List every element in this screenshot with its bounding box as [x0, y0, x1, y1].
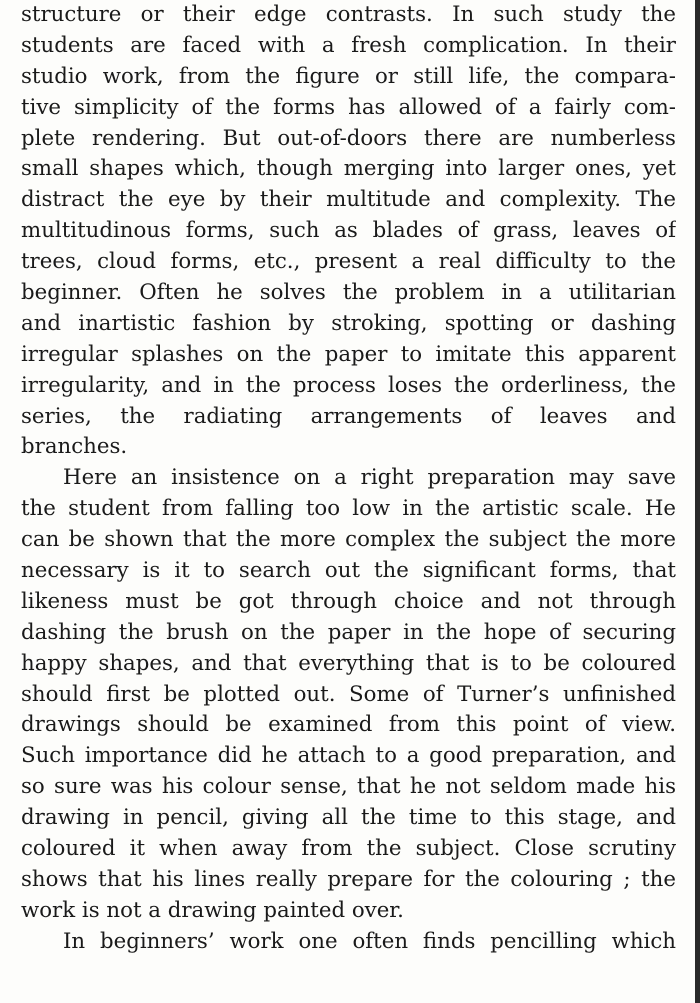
text-line: distract the eye by their multitude and complexity. The: [21, 187, 676, 213]
text-line: In beginners’ work one often finds pencilling which: [63, 928, 676, 954]
text-line: can be shown that the more complex the subject the more: [21, 527, 676, 553]
text-line: should first be plotted out. Some of Turner’s unfinished: [21, 681, 676, 707]
text-line: irregular splashes on the paper to imitate this apparent: [21, 341, 676, 367]
text-line: drawings should be examined from this point of view.: [21, 712, 676, 738]
text-line: irregularity, and in the process loses the orderliness, the: [21, 372, 676, 398]
text-line: series, the radiating arrangements of leaves and: [21, 403, 676, 429]
text-line: beginner. Often he solves the problem in a utilitarian: [21, 280, 676, 306]
text-line: students are faced with a fresh complication. In their: [21, 32, 676, 58]
text-line: necessary is it to search out the significant forms, that: [21, 558, 676, 584]
text-line: Here an insistence on a right preparation may save: [63, 465, 676, 491]
text-line: multitudinous forms, such as blades of grass, leaves of: [21, 218, 676, 244]
body-text: [21, 0, 676, 958]
text-line: Such importance did he attach to a good preparation, and: [21, 743, 676, 769]
text-line: drawing in pencil, giving all the time to this stage, and: [21, 805, 676, 831]
text-line: structure or their edge contrasts. In such study the: [21, 2, 676, 27]
text-line: happy shapes, and that everything that is to be coloured: [21, 650, 676, 676]
text-line: and inartistic fashion by stroking, spotting or dashing: [21, 310, 676, 336]
text-line: trees, cloud forms, etc., present a real difficulty to the: [21, 249, 676, 275]
text-line: likeness must be got through choice and not through: [21, 588, 676, 614]
text-line: plete rendering. But out-of-doors there are numberless: [21, 125, 676, 151]
text-line: studio work, from the figure or still life, the compara-: [21, 63, 676, 89]
text-line: tive simplicity of the forms has allowed of a fairly com-: [21, 94, 676, 120]
text-line: so sure was his colour sense, that he not seldom made his: [21, 774, 676, 800]
text-line: shows that his lines really prepare for the colouring ; the: [21, 866, 676, 892]
text-line: coloured it when away from the subject. Close scrutiny: [21, 836, 676, 862]
page-edge-shadow: [695, 0, 700, 1003]
text-line: work is not a drawing painted over.: [21, 897, 404, 923]
text-line: branches.: [21, 434, 128, 460]
text-line: dashing the brush on the paper in the hope of securing: [21, 619, 676, 645]
text-line: the student from falling too low in the artistic scale. He: [21, 496, 676, 522]
text-line: small shapes which, though merging into larger ones, yet: [21, 156, 676, 182]
